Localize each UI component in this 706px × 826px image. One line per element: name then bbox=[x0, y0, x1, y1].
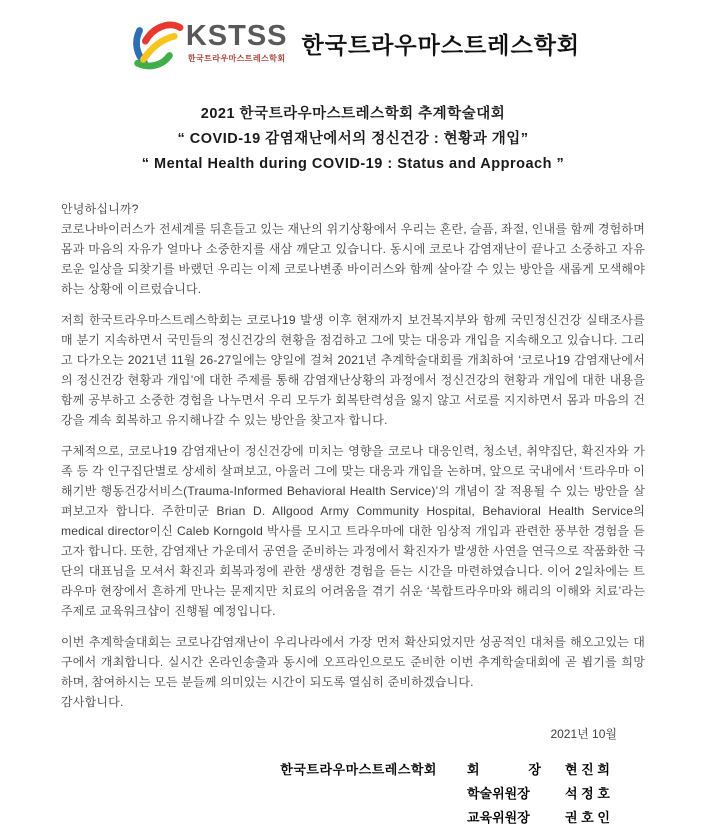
signature-title-president: 회 장 bbox=[467, 762, 541, 777]
org-heading: 한국트라우마스트레스학회 bbox=[301, 31, 581, 58]
conference-title-line2: “ COVID-19 감염재난에서의 정신건강 : 현황과 개입” bbox=[177, 131, 529, 147]
kstss-logo-icon bbox=[126, 16, 184, 70]
conference-title-line3: “ Mental Health during COVID-19 : Status and Approach ” bbox=[141, 156, 565, 172]
paragraph-2: 저희 한국트라우마스트레스학회는 코로나19 발생 이후 현재까지 보건복지부와 함께 국민정신건강 실태조사를 매 분기 지속하면서 국민들의 정신건강의 현황을 점검하고 그에 맞는 대응과 개입을 지속해오고 있습니다. 그리고 다가오는 2021년 11월 26-27일에는 양일에 걸쳐 2021년 추계학술대회를 개최하여 ‘코로나19 감염재난에서의 정신건강 현황과 개입’에 대한 주제를 통해 감염재난상황의 과정에서 정신건강의 현황과 개입에 대한 내용을 함께 공부하고 소중한 경험을 나누면서 우리 모두가 회복탄력성을 잃지 않고 서로를 지지하면서 몸과 마음의 건강을 계속 회복하고 유지해나갈 수 있는 방안을 찾고자 합니다. bbox=[61, 313, 645, 427]
signature-name-president: 현 진 희 bbox=[565, 762, 610, 777]
letter-body bbox=[61, 199, 645, 744]
paragraph-1: 코로나바이러스가 전세계를 뒤흔들고 있는 재난의 위기상황에서 우리는 혼란, 슬픔, 좌절, 인내를 함께 경험하며 몸과 마음의 자유가 얼마나 소중한지를 새삼 깨닫고 있습니다. 동시에 코로나 감염재난이 끝나고 소중하고 자유로운 일상을 되찾기를 바랬던 우리는 이제 코로나변종 바이러스와 함께 살아갈 수 있는 방안을 새롭게 모색해야하는 상황에 이르렀습니다. bbox=[61, 222, 645, 296]
signature-row bbox=[61, 806, 645, 826]
signature-block bbox=[61, 758, 645, 826]
signature-name-academic-chair: 석 정 호 bbox=[565, 786, 610, 801]
signature-title-academic-chair: 학술위원장 bbox=[467, 786, 530, 801]
greeting-line: 안녕하십니까? bbox=[61, 202, 139, 216]
logo-acronym: KSTSS bbox=[185, 20, 288, 52]
logo-subtitle: 한국트라우마스트레스학회 bbox=[187, 54, 286, 63]
signature-row bbox=[61, 782, 645, 806]
conference-title-block bbox=[61, 102, 645, 177]
paragraph-3: 구체적으로, 코로나19 감염재난이 정신건강에 미치는 영향을 코로나 대응인력, 청소년, 취약집단, 확진자와 가족 등 각 인구집단별로 상세히 살펴보고, 아울러 그에 맞는 대응과 개입을 논하며, 앞으로 국내에서 ‘트라우마 이해기반 행동건강서비스(Trauma-Informed Behavioral Health Service)’의 개념이 잘 적용될 수 있는 방안을 살펴보고자 합니다. 주한미군 Brian D. Allgood Army Community Hospital, Behavioral Health Service의 medical director이신 Caleb Korngold 박사를 모시고 트라우마에 대한 임상적 개입과 관련한 풍부한 경험을 듣고자 합니다. 또한, 감염재난 가운데서 공연을 준비하는 과정에서 확진자가 발생한 사연을 연극으로 작품화한 극단의 대표님을 모셔서 확진과 회복과정에 관한 생생한 경험을 듣는 시간을 마련하였습니다. 이어 2일차에는 트라우마 현장에서 흔하게 만나는 문제지만 치료의 어려움을 겪기 쉬운 ‘복합트라우마와 해리의 이해와 치료’라는 주제로 교육워크샵이 진행될 예정입니다. bbox=[61, 444, 645, 618]
signature-org: 한국트라우마스트레스학회 bbox=[280, 762, 437, 777]
conference-title-line1: 2021 한국트라우마스트레스학회 추계학술대회 bbox=[200, 106, 506, 122]
letterhead bbox=[61, 14, 645, 72]
date-line: 2021년 10월 bbox=[550, 727, 617, 741]
signature-row bbox=[61, 758, 645, 782]
signature-title-education-chair: 교육위원장 bbox=[467, 810, 530, 825]
logo-text bbox=[186, 22, 288, 64]
thanks-line: 감사합니다. bbox=[61, 695, 124, 709]
signature-name-education-chair: 권 호 인 bbox=[565, 810, 610, 825]
paragraph-4: 이번 추계학술대회는 코로나감염재난이 우리나라에서 가장 먼저 확산되었지만 성공적인 대처를 해오고있는 대구에서 개최합니다. 실시간 온라인송출과 동시에 오프라인으로도 준비한 이번 추계학술대회에 곧 뵙기를 희망하며, 참여하시는 모든 분들께 의미있는 시간이 되도록 열심히 준비하겠습니다. bbox=[61, 635, 645, 689]
kstss-logo bbox=[126, 16, 288, 70]
